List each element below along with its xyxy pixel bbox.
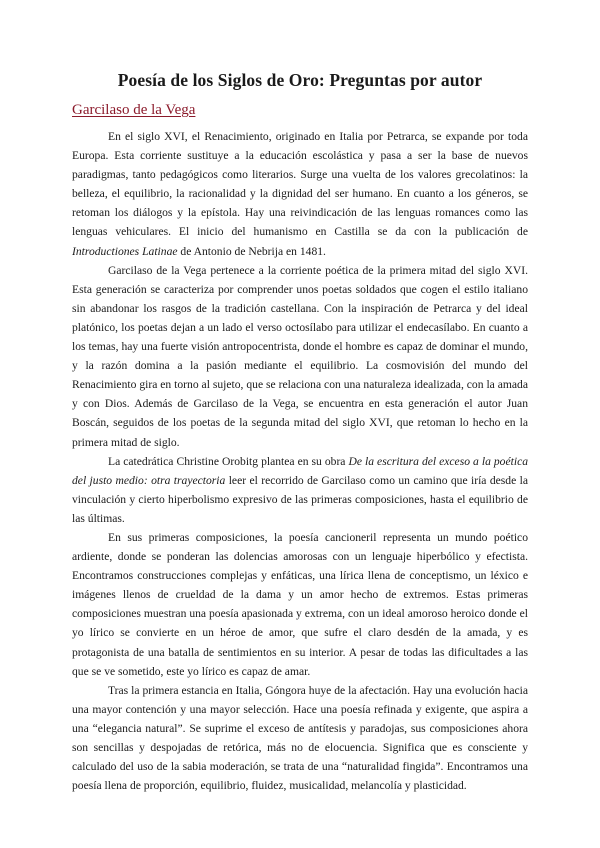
paragraph-text: Garcilaso de la Vega pertenece a la corriente poética de la primera mitad del siglo XVI. Esta generación se caracteriza por comprender unos poetas soldados que cogen el estilo italiano sin abandonar los rasgos de la tradición castellana. Con la inspiración de Petrarca y del ideal platónico, los poetas dejan a un lado el verso octosílabo para utilizar el endecasílabo. En cuanto a los temas, hay una fuerte visión antropocentrista, donde el hombre es capaz de dominar el mundo, y la razón domina a la pasión mediante el equilibrio. La cosmovisión del mundo del Renacimiento gira en torno al sujeto, que se relaciona con una naturaleza idealizada, con la amada y con Dios. Además de Garcilaso de la Vega, se encuentra en esta generación el autor Juan Boscán, seguidos de los poetas de la segunda mitad del siglo XVI, que retoman lo hecho en la primera mitad de siglo. <box>72 263 528 449</box>
paragraph-text: En sus primeras composiciones, la poesía cancioneril representa un mundo poético ardiente, donde se ponderan las dolencias amorosas con un lenguaje hiperbólico y efectista. Encontramos construcciones complejas y enfáticas, una lírica llena de conceptismo, un léxico e imágenes llenos de crueldad de la dama y un amor hecho de extremos. Estas primeras composiciones muestran una poesía apasionada y extrema, con un ideal amoroso heroico donde el yo lírico se convierte en un héroe de amor, que sufre el claro desdén de la amada, y es protagonista de una batalla de sentimientos en su interior. A pesar de todas las dificultades a las que se ve sometido, este yo lírico es capaz de amar. <box>72 530 528 678</box>
paragraph-garcilaso-generation <box>72 261 528 452</box>
section-heading: Garcilaso de la Vega <box>72 102 196 118</box>
paragraph-text: leer el recorrido de Garcilaso como un camino que iría desde la vinculación y cierto hiperbolismo expresivo de las primeras composiciones, hasta el equilibrio de las últimas. <box>72 473 528 525</box>
paragraph-early-compositions <box>72 528 528 681</box>
document-page <box>72 70 528 795</box>
paragraph-renaissance <box>72 127 528 261</box>
document-title: Poesía de los Siglos de Oro: Preguntas por autor <box>117 70 483 90</box>
book-title: Introductiones Latinae <box>72 244 178 258</box>
book-title: De la escritura del exceso a la poética del justo medio: otra trayectoria <box>72 454 529 487</box>
paragraph-text: de Antonio de Nebrija en 1481. <box>177 244 326 258</box>
paragraph-italy-evolution <box>72 681 528 796</box>
paragraph-orobitg <box>72 452 528 528</box>
paragraph-text: Tras la primera estancia en Italia, Góngora huye de la afectación. Hay una evolución hacia una mayor contención y una mayor selección. Hace una poesía refinada y exigente, que aspira a una “elegancia natural”. Se suprime el exceso de antítesis y paradojas, sus composiciones ahora son sencillas y despojadas de retórica, más no de elocuencia. Significa que es consciente y calculado del uso de la sabia moderación, se trata de una “naturalidad fingida”. Encontramos una poesía llena de proporción, equilibrio, fluidez, musicalidad, melancolía y plasticidad. <box>72 683 528 793</box>
paragraph-text: En el siglo XVI, el Renacimiento, originado en Italia por Petrarca, se expande por toda Europa. Esta corriente sustituye a la educación escolástica y pasa a ser la base de nuevos paradigmas, tanto pedagógicos como literarios. Surge una vuelta de los valores grecolatinos: la belleza, el equilibrio, la racionalidad y la dignidad del ser humano. En cuanto a los géneros, se retoman los diálogos y la epístola. Hay una reivindicación de las lenguas romances como las lenguas vehiculares. El inicio del humanismo en Castilla se da con la publicación de <box>72 130 528 239</box>
paragraph-text: La catedrática Christine Orobitg plantea en su obra <box>108 454 349 468</box>
